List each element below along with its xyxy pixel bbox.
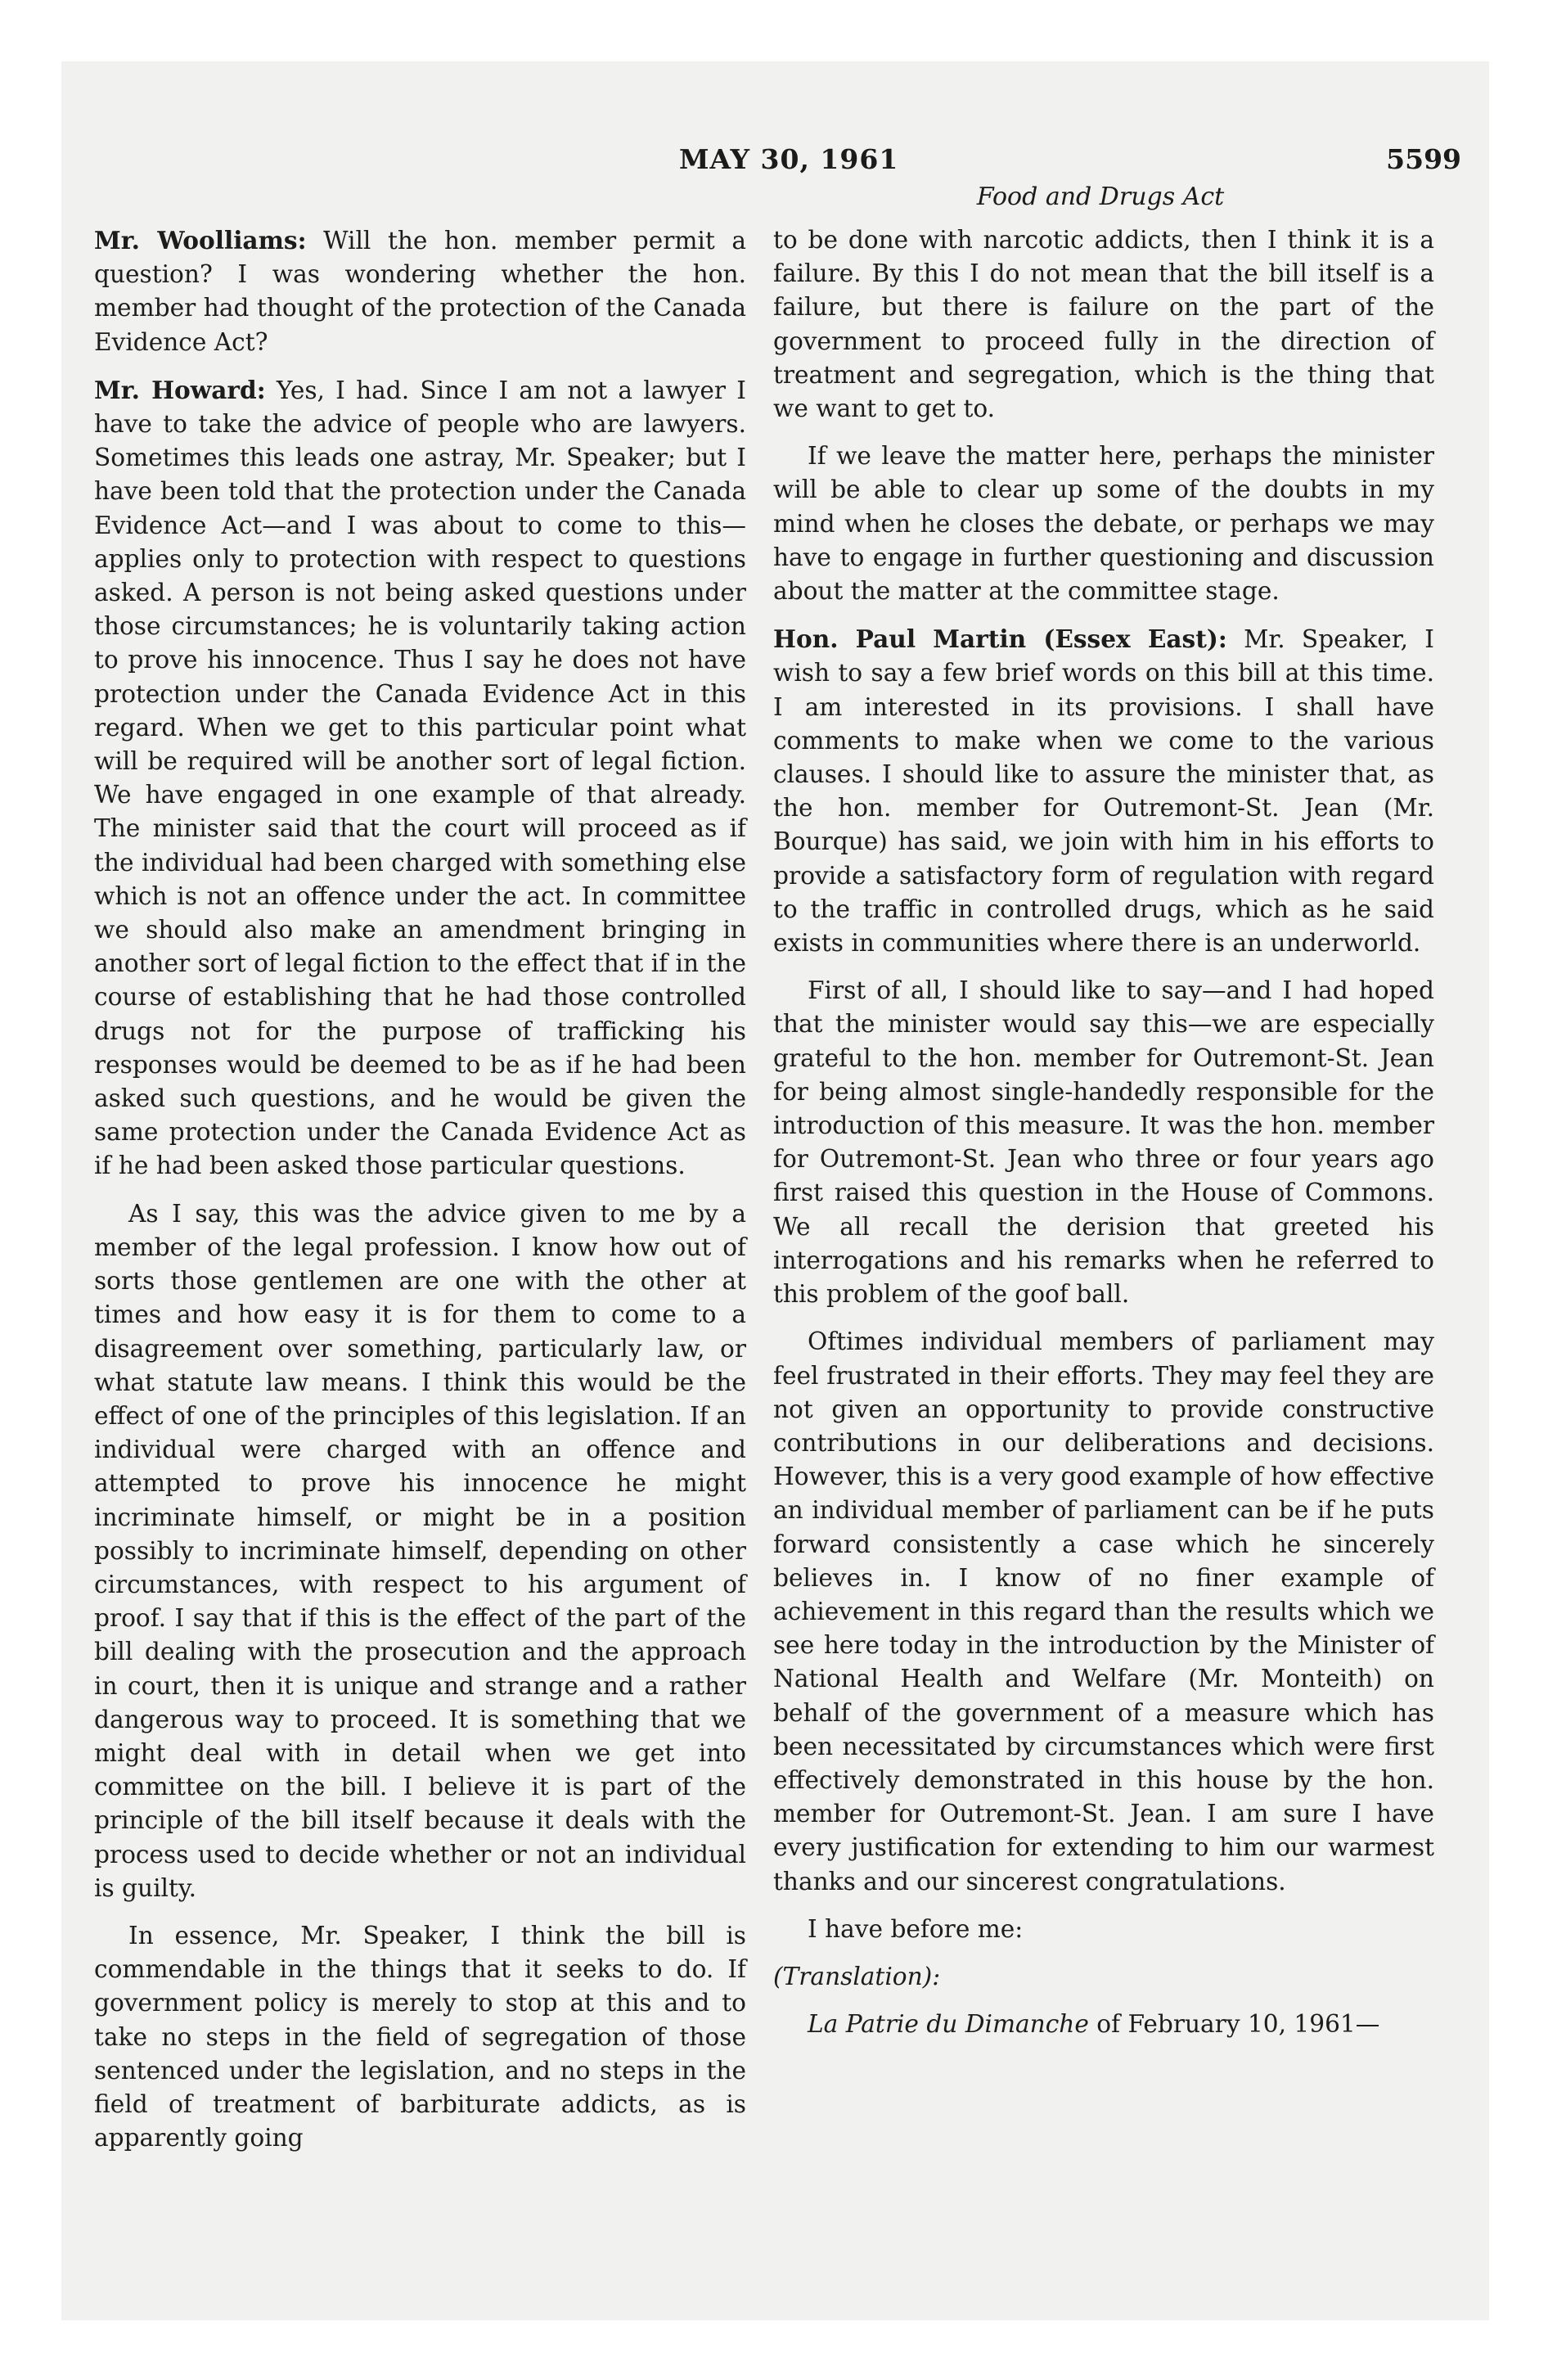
paragraph — [94, 223, 746, 359]
left-column — [94, 223, 746, 2169]
speaker-name: Hon. Paul Martin (Essex East): — [773, 624, 1227, 654]
paragraph-text: I have before me: — [808, 1914, 1024, 1943]
section-subject: Food and Drugs Act — [976, 183, 1225, 211]
paragraph — [773, 439, 1434, 608]
speaker-name: Mr. Woolliams: — [94, 226, 307, 255]
right-column — [773, 223, 1434, 2055]
paragraph — [773, 622, 1434, 960]
paragraph-text: In essence, Mr. Speaker, I think the bill is commendable in the things that it seeks to do. If government policy is merely to stop at this and to take no steps in the field of segregation of those sentenced under the legislation, and no steps in the field of treatment of barbiturate addicts, as is apparently going — [94, 1921, 746, 2152]
paragraph-text: If we leave the matter here, perhaps the minister will be able to clear up some of the doubts in my mind when he closes the debate, or perhaps we may have to engage in further questioning and discussion about the matter at the committee stage. — [773, 442, 1434, 606]
page-sheet — [61, 61, 1489, 2320]
paragraph — [773, 974, 1434, 1311]
citation — [773, 2008, 1434, 2041]
paragraph-text: Yes, I had. Since I am not a lawyer I have to take the advice of people who are lawyers. Sometimes this leads one astray, Mr. Speaker; but I have been told that the protection under the Canada Evidence Act—and I was about to come to this—applies only to protection with respect to questions asked. A person is not being asked questions under those circumstances; he is voluntarily taking action to prove his innocence. Thus I say he does not have protection under the Canada Evidence Act in this regard. When we get to this particular point what will be required will be another sort of legal fiction. We have engaged in one example of that already. The minister said that the court will proceed as if the individual had been charged with something else which is not an offence under the act. In committee we should also make an amendment bringing in another sort of legal fiction to the effect that if in the course of establishing that he had those controlled drugs not for the purpose of trafficking his responses would be deemed to be as if he had been asked such questions, and he would be given the same protection under the Canada Evidence Act as if he had been asked those particular questions. — [94, 376, 746, 1180]
paragraph-text: First of all, I should like to say—and I had hoped that the minister would say this—we are especially grateful to the hon. member for Outremont-St. Jean for being almost single-handedly responsible for the introduction of this measure. It was the hon. member for Outremont-St. Jean who three or four years ago first raised this question in the House of Commons. We all recall the derision that greeted his interrogations and his remarks when he referred to this problem of the goof ball. — [773, 976, 1434, 1309]
paragraph — [94, 373, 746, 1183]
citation-title: La Patrie du Dimanche — [808, 2010, 1089, 2039]
paragraph — [773, 1325, 1434, 1898]
citation-rest: of February 10, 1961— — [1088, 2010, 1380, 2039]
page-number: 5599 — [1386, 143, 1461, 175]
paragraph-text: Oftimes individual members of parliament may feel frustrated in their efforts. They may feel they are not given an opportunity to provide constructive contributions in our deliberations and decisions. However, this is a very good example of how effective an individual member of parliament can be if he puts forward consistently a case which he sincerely believes in. I know of no finer example of achievement in this regard than the results which we see here today in the introduction by the Minister of National Health and Welfare (Mr. Monteith) on behalf of the government of a measure which has been necessitated by circumstances which were first effectively demonstrated in this house by the hon. member for Outremont-St. Jean. I am sure I have every justification for extending to him our warmest thanks and our sincerest congratulations. — [773, 1327, 1434, 1895]
speaker-name: Mr. Howard: — [94, 375, 266, 404]
paragraph-text: As I say, this was the advice given to me by a member of the legal profession. I know how out of sorts those gentlemen are one with the other at times and how easy it is for them to come to a disagreement over something, particularly law, or what statute law means. I think this would be the effect of one of the principles of this legislation. If an individual were charged with an offence and attempted to prove his innocence he might incriminate himself, or might be in a position possibly to incriminate himself, depending on other circumstances, with respect to his argument of proof. I say that if this is the effect of the part of the bill dealing with the prosecution and the approach in court, then it is unique and strange and a rather dangerous way to proceed. It is something that we might deal with in detail when we get into committee on the bill. I believe it is part of the principle of the bill itself because it deals with the process used to decide whether or not an individual is guilty. — [94, 1199, 746, 1902]
paragraph — [94, 1919, 746, 2155]
paragraph-text: to be done with narcotic addicts, then I think it is a failure. By this I do not mean that the bill itself is a failure, but there is failure on the part of the government to proceed fully in the direction of treatment and segregation, which is the thing that we want to get to. — [773, 226, 1434, 423]
paragraph — [94, 1197, 746, 1905]
paragraph — [773, 223, 1434, 426]
paragraph-text: Mr. Speaker, I wish to say a few brief words on this bill at this time. I am interested in its provisions. I shall have comments to make when we come to the various clauses. I should like to assure the minister that, as the hon. member for Outremont-St. Jean (Mr. Bourque) has said, we join with him in his efforts to provide a satisfactory form of regulation with regard to the traffic in controlled drugs, which as he said exists in communities where there is an underworld. — [773, 625, 1434, 958]
paragraph-text: Will the hon. member permit a question? I was wondering whether the hon. member had thought of the protection of the Canada Evidence Act? — [94, 227, 746, 356]
header-date: MAY 30, 1961 — [679, 143, 899, 175]
translation-label: (Translation): — [773, 1962, 941, 1990]
paragraph — [773, 1913, 1434, 1946]
